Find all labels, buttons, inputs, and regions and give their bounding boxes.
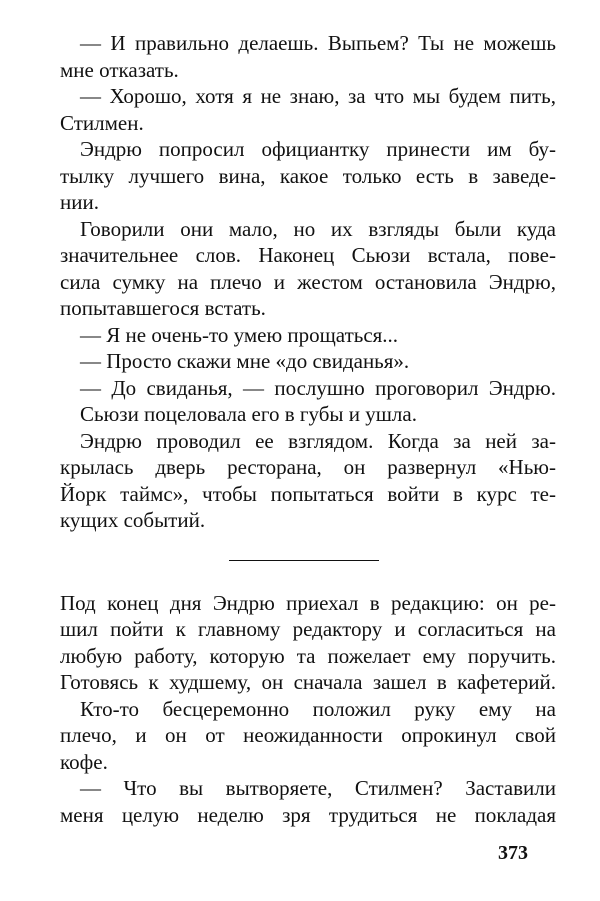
text-line: Готовясь к худшему, он сначала зашел в кафетерий.	[60, 670, 556, 694]
text-line: — До свиданья, — послушно проговорил Эндрю.	[80, 375, 556, 400]
text-line: кофе.	[60, 749, 108, 774]
page-number: 373	[498, 842, 528, 864]
section-break	[60, 534, 556, 590]
text-line: любую работу, которую та пожелает ему поручить.	[60, 643, 556, 668]
text-line: меня целую неделю зря трудиться не покладая	[60, 802, 556, 827]
text-line: попытавшегося встать.	[60, 296, 266, 320]
text-line: — Просто скажи мне «до свиданья».	[80, 349, 410, 373]
text-line: Эндрю проводил ее взглядом. Когда за ней за-	[80, 428, 556, 453]
book-page	[60, 30, 556, 828]
text-block-editorial	[60, 590, 556, 829]
text-line: — Я не очень-то умею прощаться...	[80, 322, 399, 347]
text-line: нии.	[60, 190, 99, 214]
text-line: тылку лучшего вина, какое только есть в заведе-	[60, 163, 556, 188]
text-line: крылась дверь ресторана, он развернул «Нью-	[60, 455, 556, 479]
text-line: значительнее слов. Наконец Сьюзи встала, пове-	[60, 243, 556, 267]
text-line: — Что вы вытворяете, Стилмен? Заставили	[80, 776, 556, 800]
text-line: мне отказать.	[60, 57, 179, 82]
text-line: Под конец дня Эндрю приехал в редакцию: он ре-	[60, 590, 556, 615]
text-line: плечо, и он от неожиданности опрокинул свой	[60, 723, 556, 747]
text-line: — Хорошо, хотя я не знаю, за что мы будем пить,	[80, 84, 556, 108]
text-line: Эндрю попросил официантку принести им бу-	[80, 137, 556, 161]
text-line: Кто-то бесцеремонно положил руку ему на	[80, 696, 556, 721]
text-line: шил пойти к главному редактору и согласиться на	[60, 617, 556, 641]
text-line: Говорили они мало, но их взгляды были куда	[80, 216, 556, 241]
text-line: кущих событий.	[60, 508, 206, 532]
text-block-restaurant	[60, 30, 556, 534]
text-line: Йорк таймс», чтобы попытаться войти в курс те-	[60, 481, 556, 506]
text-line: Сьюзи поцеловала его в губы и ушла.	[80, 402, 417, 426]
section-divider-rule	[229, 560, 379, 561]
text-line: — И правильно делаешь. Выпьем? Ты не можешь	[80, 31, 556, 55]
text-line: сила сумку на плечо и жестом остановила Эндрю,	[60, 269, 556, 294]
text-line: Стилмен.	[60, 110, 144, 135]
